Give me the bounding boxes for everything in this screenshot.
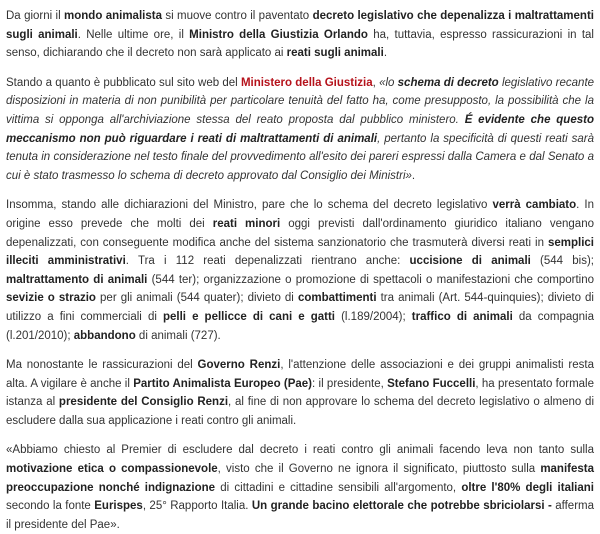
ministero-link[interactable]: Ministero della Giustizia [240,76,373,89]
bold-text: uccisione di animali [409,255,531,268]
text-run: secondo la fonte [6,500,95,513]
text-run: , al fine di non approvare lo schema del decreto legislativo o almeno di escludere dalla sua applicazione i reati contro gli animali. [6,396,594,427]
text-run: Stando a quanto è pubblicato sul sito web del [6,76,241,89]
bold-text: sevizie o strazio [6,292,96,305]
bold-text: Stefano Fuccelli [387,377,476,390]
bold-text: semplici illeciti amministrativi [6,236,594,268]
bold-text: reati sugli animali [286,47,384,60]
text-run: . [383,47,388,60]
text-run: , [372,76,380,89]
bold-text: presidente del Consiglio Renzi [58,396,229,409]
text-run: . Tra i 112 reati depenalizzati rientrano anche: [125,255,410,268]
bold-text: maltrattamento di animali [6,273,148,286]
bold-text: motivazione etica o compassionevole [6,463,218,476]
text-run: Da giorni il [6,10,65,22]
text-run: , l'attenzione delle associazioni e dei gruppi animalisti resta alta. A vigilare è anche il [6,359,594,390]
text-run: (544 ter); organizzazione o promozione di spettacoli o manifestazioni che comportino [147,273,594,286]
text-run: . [411,169,416,182]
text-run: «Abbiamo chiesto al Premier di escludere dal decreto i reati contro gli animali facendo leva non tanto sulla [6,444,594,457]
text-run: tra animali (Art. 544-quinquies); divieto di utilizzo a fini commerciali di [6,292,594,323]
bold-text: Un grande bacino elettorale che potrebbe sbriciolarsi - [251,500,552,513]
bold-text: traffico di animali [411,310,513,323]
text-run: oggi previsti dall'ordinamento giuridico italiano vengano depenalizzati, con conseguente modifica anche del sistema sanzionatorio che trasmuterà diversi reati in [6,217,594,249]
text-run: . Nelle ultime ore, il [77,28,190,41]
article-paragraph [6,74,594,186]
text-run: , visto che il Governo ne ignora il significato, piuttosto sulla [217,463,541,476]
bold-quote-text: schema di decreto [397,76,499,89]
article-paragraph [6,441,594,534]
bold-text: Partito Animalista Europeo (Pae) [133,377,313,390]
text-run: . In origine esso prevede che molti dei [6,199,595,230]
bold-text: Ministro della Giustizia Orlando [189,28,368,41]
text-run: , 25° Rapporto Italia. [142,500,252,513]
bold-text: decreto legislativo che depenalizza i maltrattamenti sugli animali [6,10,594,41]
quote-text [398,77,499,89]
text-run: da compagnia (l.201/2010); [6,310,594,342]
bold-text: manifesta preoccupazione nonché indignazione [6,463,594,494]
bold-text: oltre l'80% degli italiani [461,481,594,494]
text-run: Insomma, stando alle dichiarazioni del Ministro, pare che lo schema del decreto legislativo [6,199,493,212]
bold-text: Eurispes [94,500,143,513]
article-paragraph [6,356,594,430]
bold-text: Governo Renzi [197,359,281,372]
text-run: si muove contro il paventato [161,10,313,22]
text-run: , ha presentato formale istanza al [6,377,594,409]
text-run: afferma il presidente del Pae». [6,500,595,531]
bold-text: mondo animalista [64,10,162,22]
bold-text: pelli e pellicce di cani e gatti [162,310,336,323]
text-run: (l.189/2004); [335,310,412,323]
text-run: di cittadini e cittadine sensibili all'argomento, [215,481,462,494]
quote-text: , pertanto la specificità di questi reati sarà tenuta in considerazione nel testo finale del provvedimento all'esito dei pareri espressi dalla Camera e dal Senato a cui è stato trasmesso lo schema di decreto approvato dal Consiglio dei Ministri» [6,132,594,182]
bold-text: reati minori [212,217,281,230]
bold-text: verrà cambiato [492,199,577,212]
bold-text: abbandono [73,329,136,342]
quote-text: legislativo recante disposizioni in materia di non punibilità per particolare tenuità del fatto ha, come presupposto, la possibilità che la vittima si opponga all'archiviazione stessa del reato proposta dal pubblico ministero. [6,76,595,126]
text-run: per gli animali (544 quater); divieto di [95,292,298,305]
text-run: : il presidente, [312,377,388,390]
text-run: di animali (727). [135,329,221,342]
quote-text: «lo [379,76,398,89]
text-run: ha, tuttavia, espresso rassicurazioni in tal senso, dichiarando che il decreto non sarà applicato ai [6,28,594,60]
bold-quote-text: É evidente che questo meccanismo non può riguardare i reati di maltrattamenti di animali [6,113,594,145]
bold-text: combattimenti [297,292,377,305]
article-paragraph [6,196,594,345]
text-run: Ma nonostante le rassicurazioni del [6,359,198,372]
text-run: (544 bis); [530,255,594,268]
article-paragraph [6,7,594,63]
